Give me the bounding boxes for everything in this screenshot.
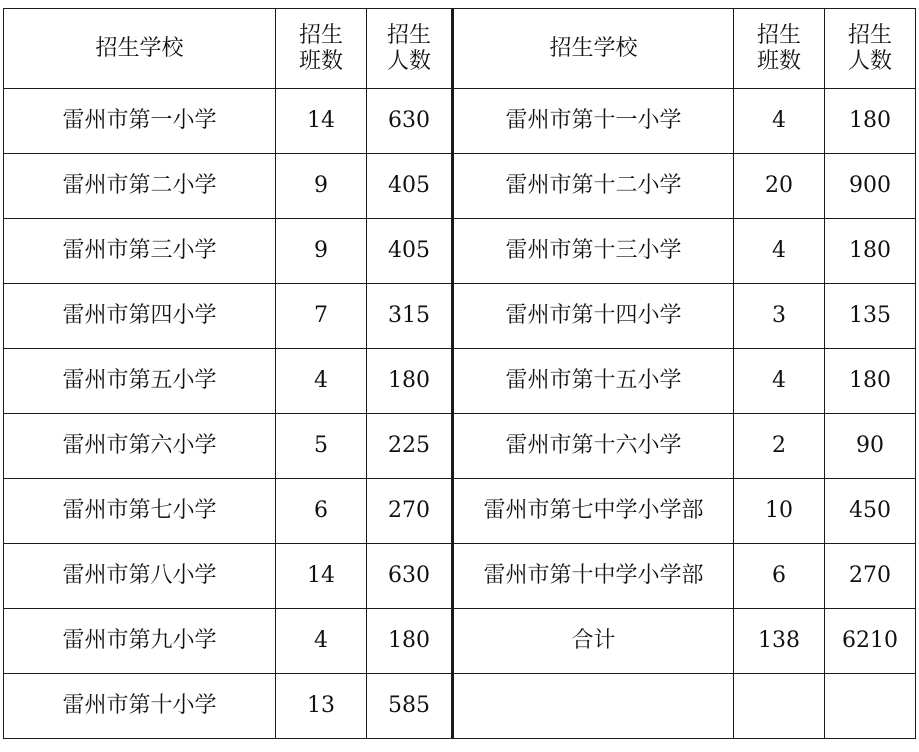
header-classes-left: [276, 9, 367, 89]
table-row: [4, 89, 916, 154]
table-row: [4, 674, 916, 739]
enrollment-table-container: [3, 8, 916, 739]
header-students-line1: 招生: [847, 23, 892, 49]
header-students-line1: 招生: [386, 23, 431, 49]
table-row: [4, 544, 916, 609]
school-cell: 雷州市第十三小学: [453, 219, 734, 284]
total-classes-cell: 138: [734, 609, 825, 674]
header-students-line2: 人数: [386, 48, 431, 74]
students-cell: 270: [825, 544, 916, 609]
header-students-left: [367, 9, 453, 89]
header-row: [4, 9, 916, 89]
table-row: [4, 154, 916, 219]
header-school-right: 招生学校: [453, 9, 734, 89]
classes-cell: 4: [276, 609, 367, 674]
students-cell: 630: [367, 89, 453, 154]
school-cell: 雷州市第七小学: [4, 479, 276, 544]
empty-cell: [734, 674, 825, 739]
students-cell: 180: [367, 609, 453, 674]
classes-cell: 4: [734, 349, 825, 414]
students-cell: 630: [367, 544, 453, 609]
school-cell: 雷州市第十中学小学部: [453, 544, 734, 609]
classes-cell: 6: [276, 479, 367, 544]
school-cell: 雷州市第七中学小学部: [453, 479, 734, 544]
students-cell: 180: [825, 219, 916, 284]
school-cell: 雷州市第十五小学: [453, 349, 734, 414]
table-row: [4, 479, 916, 544]
students-cell: 405: [367, 219, 453, 284]
table-row: [4, 609, 916, 674]
school-cell: 雷州市第一小学: [4, 89, 276, 154]
school-cell: 雷州市第四小学: [4, 284, 276, 349]
header-classes-line2: 班数: [756, 48, 801, 74]
students-cell: 225: [367, 414, 453, 479]
header-classes-line1: 招生: [298, 23, 343, 49]
header-classes-right: [734, 9, 825, 89]
classes-cell: 20: [734, 154, 825, 219]
classes-cell: 4: [276, 349, 367, 414]
header-classes-line2: 班数: [298, 48, 343, 74]
school-cell: 雷州市第五小学: [4, 349, 276, 414]
classes-cell: 9: [276, 219, 367, 284]
students-cell: 585: [367, 674, 453, 739]
classes-cell: 4: [734, 219, 825, 284]
total-students-cell: 6210: [825, 609, 916, 674]
classes-cell: 9: [276, 154, 367, 219]
classes-cell: 10: [734, 479, 825, 544]
school-cell: 雷州市第二小学: [4, 154, 276, 219]
table-row: [4, 219, 916, 284]
table-body: [4, 9, 916, 739]
school-cell: 雷州市第三小学: [4, 219, 276, 284]
students-cell: 180: [825, 349, 916, 414]
classes-cell: 14: [276, 89, 367, 154]
classes-cell: 3: [734, 284, 825, 349]
school-cell: 雷州市第十小学: [4, 674, 276, 739]
students-cell: 450: [825, 479, 916, 544]
table-row: [4, 414, 916, 479]
table-row: [4, 349, 916, 414]
table-row: [4, 284, 916, 349]
school-cell: 雷州市第九小学: [4, 609, 276, 674]
header-students-right: [825, 9, 916, 89]
school-cell: 雷州市第六小学: [4, 414, 276, 479]
empty-cell: [825, 674, 916, 739]
school-cell: 雷州市第十二小学: [453, 154, 734, 219]
classes-cell: 6: [734, 544, 825, 609]
classes-cell: 14: [276, 544, 367, 609]
students-cell: 90: [825, 414, 916, 479]
classes-cell: 7: [276, 284, 367, 349]
students-cell: 900: [825, 154, 916, 219]
empty-cell: [453, 674, 734, 739]
students-cell: 405: [367, 154, 453, 219]
school-cell: 雷州市第十六小学: [453, 414, 734, 479]
header-classes-line1: 招生: [756, 23, 801, 49]
students-cell: 315: [367, 284, 453, 349]
school-cell: 雷州市第八小学: [4, 544, 276, 609]
school-cell: 雷州市第十一小学: [453, 89, 734, 154]
classes-cell: 2: [734, 414, 825, 479]
students-cell: 270: [367, 479, 453, 544]
school-cell: 雷州市第十四小学: [453, 284, 734, 349]
header-students-line2: 人数: [847, 48, 892, 74]
students-cell: 180: [367, 349, 453, 414]
students-cell: 135: [825, 284, 916, 349]
students-cell: 180: [825, 89, 916, 154]
total-label-cell: 合计: [453, 609, 734, 674]
enrollment-table: [3, 8, 916, 739]
header-school-left: 招生学校: [4, 9, 276, 89]
classes-cell: 13: [276, 674, 367, 739]
classes-cell: 4: [734, 89, 825, 154]
classes-cell: 5: [276, 414, 367, 479]
